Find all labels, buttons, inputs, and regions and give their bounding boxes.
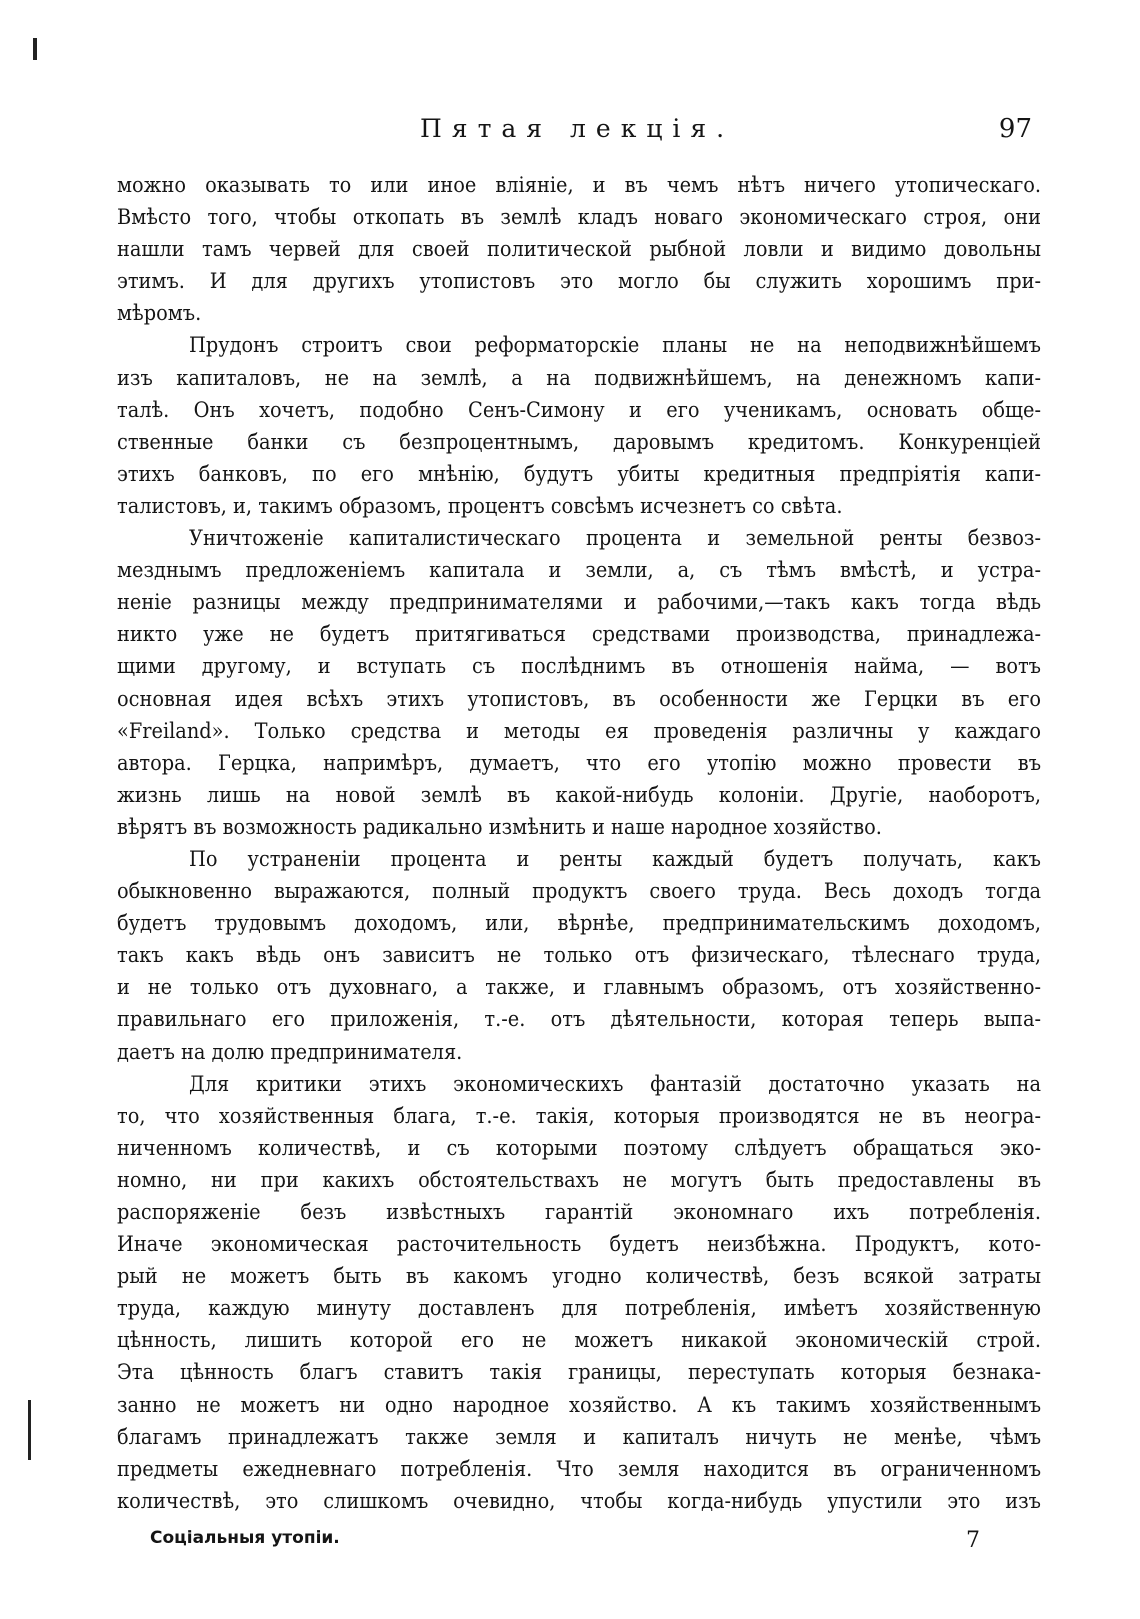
text-line: обыкновенно выражаются, полный продуктъ своего труда. Весь доходъ тогда <box>117 879 1041 905</box>
text-line: правильнаго его приложенія, т.-е. отъ дѣятельности, которая теперь выпа- <box>117 1007 1041 1033</box>
scan-artifact <box>28 1400 31 1460</box>
text-line: неніе разницы между предпринимателями и рабочими,—такъ какъ тогда вѣдь <box>117 590 1041 616</box>
text-line: количествѣ, это слишкомъ очевидно, чтобы когда-нибудь упустили это изъ <box>117 1488 1041 1514</box>
text-line: ственные банки съ безпроцентнымъ, даровымъ кредитомъ. Конкуренціей <box>117 429 1041 455</box>
text-line: вѣрятъ въ возможность радикально измѣнить и наше народное хозяйство. <box>117 814 882 840</box>
text-line: будетъ трудовымъ доходомъ, или, вѣрнѣе, предпринимательскимъ доходомъ, <box>117 911 1041 937</box>
text-line: По устраненіи процента и ренты каждый будетъ получать, какъ <box>189 846 1041 872</box>
text-line: Эта цѣнность благъ ставитъ такія границы, переступать которыя безнака- <box>117 1360 1041 1386</box>
running-head: Пятая лекція. <box>420 114 735 143</box>
text-line: Вмѣсто того, чтобы откопать въ землѣ кладъ новаго экономическаго строя, они <box>117 205 1041 231</box>
page-number: 97 <box>998 114 1032 144</box>
text-line: даетъ на долю предпринимателя. <box>117 1039 463 1065</box>
text-line: изъ капиталовъ, не на землѣ, а на подвижнѣйшемъ, на денежномъ капи- <box>117 365 1041 391</box>
text-line: ниченномъ количествѣ, и съ которыми поэтому слѣдуетъ обращаться эко- <box>117 1135 1041 1161</box>
text-line: труда, каждую минуту доставленъ для потребленія, имѣетъ хозяйственную <box>117 1296 1041 1322</box>
text-line: этихъ банковъ, по его мнѣнію, будутъ убиты кредитныя предпріятія капи- <box>117 461 1041 487</box>
text-line: «Freiland». Только средства и методы ея проведенія различны у каждаго <box>117 718 1041 744</box>
text-line: мѣромъ. <box>117 301 202 327</box>
text-line: никто уже не будетъ притягиваться средствами производства, принадлежа- <box>117 622 1041 648</box>
text-line: предметы ежедневнаго потребленія. Что земля находится въ ограниченномъ <box>117 1456 1041 1482</box>
page-footer <box>150 1528 980 1558</box>
text-line: цѣнность, лишить которой его не можетъ никакой экономическій строй. <box>117 1328 1041 1354</box>
text-line: щими другому, и вступать съ послѣднимъ въ отношенія найма, — вотъ <box>117 654 1041 680</box>
text-line: основная идея всѣхъ этихъ утопистовъ, въ особенности же Герцки въ его <box>117 686 1041 712</box>
text-line: занно не можетъ ни одно народное хозяйство. А къ такимъ хозяйственнымъ <box>117 1392 1041 1418</box>
text-line: номно, ни при какихъ обстоятельствахъ не могутъ быть предоставлены въ <box>117 1167 1041 1193</box>
text-line: рый не можетъ быть въ какомъ угодно количествѣ, безъ всякой затраты <box>117 1264 1041 1290</box>
text-line: можно оказывать то или иное вліяніе, и въ чемъ нѣтъ ничего утопическаго. <box>117 173 1041 198</box>
text-line: автора. Герцка, напримѣръ, думаетъ, что его утопію можно провести въ <box>117 750 1041 776</box>
scan-artifact <box>33 38 37 60</box>
text-line: нашли тамъ червей для своей политической рыбной ловли и видимо довольны <box>117 237 1041 263</box>
text-line: благамъ принадлежатъ также земля и капиталъ ничуть не менѣе, чѣмъ <box>117 1424 1041 1450</box>
text-line: талистовъ, и, такимъ образомъ, процентъ совсѣмъ исчезнетъ со свѣта. <box>117 493 843 519</box>
text-line: этимъ. И для другихъ утопистовъ это могло бы служить хорошимъ при- <box>117 269 1041 295</box>
text-line: талѣ. Онъ хочетъ, подобно Сенъ-Симону и его ученикамъ, основать обще- <box>117 397 1041 423</box>
text-line: Прудонъ строитъ свои реформаторскіе планы не на неподвижнѣйшемъ <box>189 333 1041 359</box>
text-line: распоряженіе безъ извѣстныхъ гарантій экономнаго ихъ потребленія. <box>117 1200 1041 1225</box>
page-header <box>120 114 1040 154</box>
text-line: Для критики этихъ экономическихъ фантазій достаточно указать на <box>189 1071 1041 1097</box>
text-line: Уничтоженіе капиталистическаго процента и земельной ренты безвоз- <box>189 526 1041 552</box>
signature-number: 7 <box>966 1528 980 1553</box>
signature-mark: Соціальныя утопіи. <box>150 1528 340 1548</box>
text-line: и не только отъ духовнаго, а также, и главнымъ образомъ, отъ хозяйственно- <box>117 975 1041 1001</box>
text-line: мезднымъ предложеніемъ капитала и земли, а, съ тѣмъ вмѣстѣ, и устра- <box>117 558 1041 584</box>
text-line: жизнь лишь на новой землѣ въ какой-нибудь колоніи. Другіе, наоборотъ, <box>117 782 1041 808</box>
body-text <box>117 170 1041 1518</box>
text-line: такъ какъ вѣдь онъ зависитъ не только отъ физическаго, тѣлеснаго труда, <box>117 943 1041 969</box>
text-line: то, что хозяйственныя блага, т.-е. такія, которыя производятся не въ неогра- <box>117 1103 1041 1129</box>
text-line: Иначе экономическая расточительность будетъ неизбѣжна. Продуктъ, кото- <box>117 1232 1041 1258</box>
